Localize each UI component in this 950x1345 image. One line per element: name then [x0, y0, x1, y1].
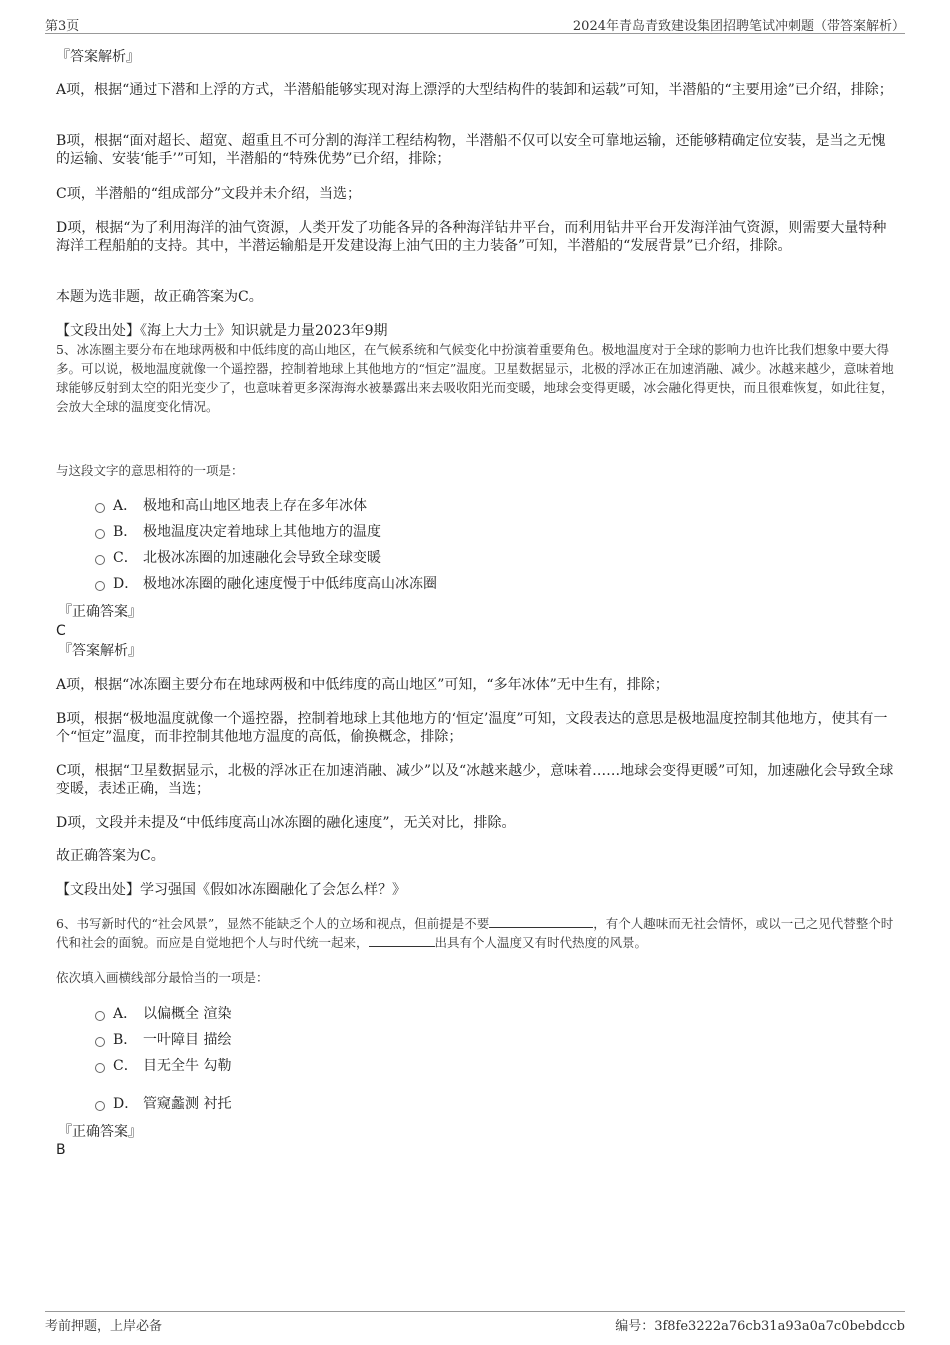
radio-icon[interactable]	[95, 1063, 105, 1073]
q5-analysis-label: 『答案解析』	[58, 643, 142, 659]
q6-option-b[interactable]: B． 一叶障目 描绘	[95, 1031, 231, 1049]
q6-option-c[interactable]: C． 目无全牛 勾勒	[95, 1057, 231, 1075]
radio-icon[interactable]	[95, 529, 105, 539]
radio-icon[interactable]	[95, 503, 105, 513]
q6-option-a[interactable]: A． 以偏概全 渲染	[95, 1005, 231, 1023]
radio-icon[interactable]	[95, 581, 105, 591]
q5-option-a[interactable]: A． 极地和高山地区地表上存在多年冰体	[95, 497, 367, 515]
radio-icon[interactable]	[95, 1101, 105, 1111]
q5-option-b[interactable]: B． 极地温度决定着地球上其他地方的温度	[95, 523, 381, 541]
q5-answer-label: 『正确答案』	[58, 604, 142, 620]
q5-analysis-b: B项，根据“极地温度就像一个遥控器，控制着地球上其他地方的‘恒定’温度”可知，文段表达的意思是极地温度控制其他地方，使其有一个“恒定”温度，而非控制其他地方温度的高低，偷换概念，排除；	[56, 711, 888, 745]
radio-icon[interactable]	[95, 1011, 105, 1021]
q5-answer: C	[56, 623, 66, 639]
page-footer	[45, 1311, 905, 1336]
q5-question: 与这段文字的意思相符的一项是：	[56, 463, 244, 478]
document-id: 编号：3f8fe3222a76cb31a93a0a7c0bebdccb	[615, 1319, 905, 1334]
q4-analysis-label: 『答案解析』	[56, 49, 140, 65]
blank-2	[369, 946, 435, 947]
q4-analysis-b: B项，根据“面对超长、超宽、超重且不可分割的海洋工程结构物，半潜船不仅可以安全可靠地运输，还能够精确定位安装，是当之无愧的运输、安装‘能手’”可知，半潜船的“特殊优势”已介绍，排除；	[56, 133, 886, 167]
document-title: 2024年青岛青致建设集团招聘笔试冲刺题（带答案解析）	[572, 19, 905, 34]
q4-conclusion: 本题为选非题，故正确答案为C。	[56, 289, 263, 305]
q4-analysis-d: D项，根据“为了利用海洋的油气资源，人类开发了功能各异的各种海洋钻井平台，而利用钻井平台开发海洋油气资源，则需要大量特种海洋工程船舶的支持。其中，半潜运输船是开发建设海上油气田的主力装备”可知，半潜船的“发展背景”已介绍，排除。	[56, 220, 887, 254]
q4-analysis-c: C项，半潜船的“组成部分”文段并未介绍，当选；	[56, 186, 362, 202]
q6-option-d[interactable]: D． 管窥蠡测 衬托	[95, 1095, 231, 1113]
radio-icon[interactable]	[95, 555, 105, 565]
blank-1	[489, 927, 593, 928]
footer-slogan: 考前押题，上岸必备	[45, 1319, 163, 1334]
q6-answer-label: 『正确答案』	[58, 1124, 142, 1140]
q5-analysis-c: C项，根据“卫星数据显示，北极的浮冰正在加速消融、减少”以及“冰越来越少，意味着……地球会变得更暖”可知，加速融化会导致全球变暖，表述正确，当选；	[56, 763, 894, 797]
q5-analysis-d: D项，文段并未提及“中低纬度高山冰冻圈的融化速度”，无关对比，排除。	[56, 815, 516, 831]
page-header	[45, 13, 905, 34]
q5-source: 【文段出处】学习强国《假如冰冻圈融化了会怎么样？》	[56, 882, 406, 898]
q6-stem: 6、书写新时代的“社会风景”，显然不能缺乏个人的立场和视点，但前提是不要 ，有个人趣味而无社会情怀，或以一己之见代替整个时代和社会的面貌。而应是自觉地把个人与时代统一起来， 出具有个人温度又有时代热度的风景。	[56, 916, 894, 950]
q4-analysis-a: A项，根据“通过下潜和上浮的方式，半潜船能够实现对海上漂浮的大型结构件的装卸和运载”可知，半潜船的“主要用途”已介绍，排除；	[56, 82, 893, 98]
q5-option-c[interactable]: C． 北极冰冻圈的加速融化会导致全球变暖	[95, 549, 381, 567]
q4-source: 【文段出处】《海上大力士》知识就是力量2023年9期	[56, 323, 388, 339]
q5-conclusion: 故正确答案为C。	[56, 848, 165, 864]
radio-icon[interactable]	[95, 1037, 105, 1047]
q5-stem: 5、冰冻圈主要分布在地球两极和中低纬度的高山地区，在气候系统和气候变化中扮演着重要角色。极地温度对于全球的影响力也许比我们想象中要大得多。可以说，极地温度就像一个遥控器，控制着地球上其他地方的“恒定”温度。卫星数据显示，北极的浮冰正在加速消融、减少。冰越来越少，意味着地球能够反射到太空的阳光变少了，也意味着更多深海海水被暴露出来去吸收阳光而变暖，地球会变得更暖，冰会融化得更快，而且很难恢复，如此往复，会放大全球的温度变化情况。	[56, 342, 894, 414]
q6-question: 依次填入画横线部分最恰当的一项是：	[56, 970, 269, 985]
q5-analysis-a: A项，根据“冰冻圈主要分布在地球两极和中低纬度的高山地区”可知，“多年冰体”无中生有，排除；	[56, 677, 669, 693]
page-number: 第3页	[45, 19, 80, 34]
q6-answer: B	[56, 1142, 66, 1158]
q5-option-d[interactable]: D． 极地冰冻圈的融化速度慢于中低纬度高山冰冻圈	[95, 575, 437, 593]
